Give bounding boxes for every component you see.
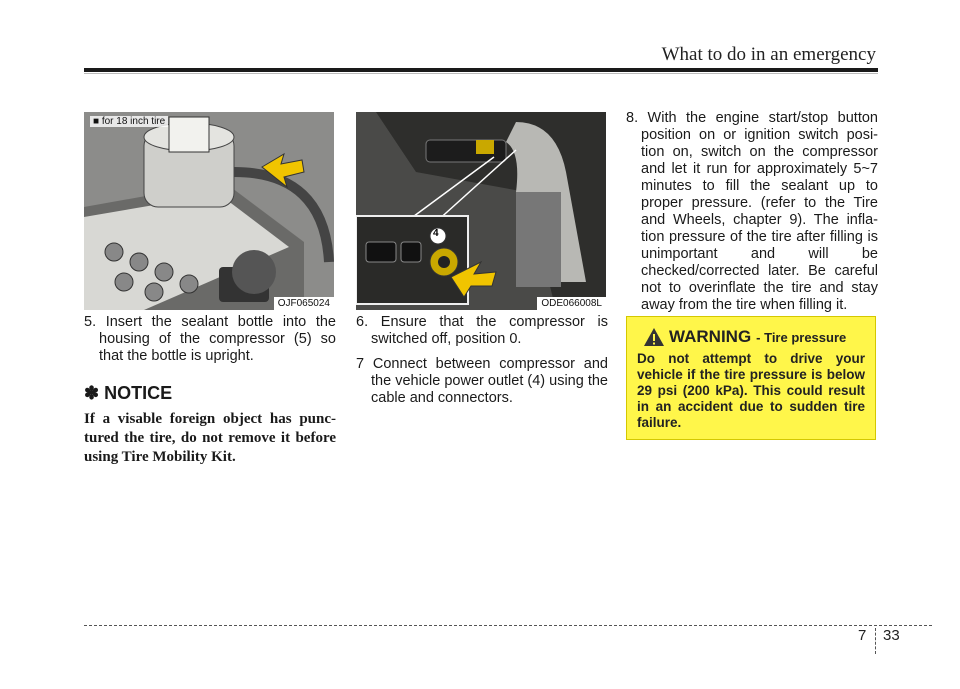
- notice-title: ✽ NOTICE: [84, 383, 173, 403]
- column-1: [84, 314, 336, 467]
- sealant-compressor-illustration: [84, 112, 334, 310]
- power-outlet-figure: [356, 112, 606, 310]
- figure-code: ODE066008L: [537, 297, 606, 310]
- warning-triangle-icon: [643, 327, 665, 347]
- warning-body: Do not attempt to drive your vehicle if the tire pressure is below 29 psi (200 kPa). This could result in an accident due to sudden tire failure.: [637, 351, 865, 430]
- chapter-number: 7: [858, 627, 867, 644]
- callout-number: 4: [433, 228, 439, 239]
- warning-box: [626, 316, 876, 440]
- notice-body: If a visable foreign object has punc-tured the tire, do not remove it before using Tire Mobility Kit.: [84, 411, 336, 465]
- header-rule: [84, 68, 878, 72]
- figure-code: OJF065024: [274, 297, 334, 310]
- footer-rule: [84, 625, 932, 626]
- page-header-title: What to do in an emergency: [661, 44, 876, 65]
- column-2: [356, 314, 608, 415]
- step-6: 6. Ensure that the compressor is switched off, position 0.: [356, 314, 608, 347]
- step-5: 5. Insert the sealant bottle into the housing of the compressor (5) so that the bottle is upright.: [84, 314, 336, 364]
- sealant-compressor-figure: [84, 112, 334, 310]
- warning-title: WARNING: [669, 327, 752, 346]
- warning-header: [637, 327, 865, 347]
- figure-caption-label: ■ for 18 inch tire: [90, 116, 168, 127]
- warning-subtitle: - Tire pressure: [756, 329, 847, 345]
- page-number-separator: [875, 628, 876, 654]
- column-3: [626, 110, 878, 322]
- page-number: 33: [883, 627, 900, 644]
- power-outlet-illustration: [356, 112, 606, 310]
- step-8: 8. With the engine start/stop button position on or ignition switch posi-tion on, switch on the compressor and let it run for approximately 5~7 minutes to fill the sealant up to proper pressure. (refer to the Tire and Wheels, chapter 9). The infla-tion pressure of the tire after filling is unimportant and will be checked/corrected later. Be careful not to overinflate the tire and stay away from the tire when filling it.: [626, 110, 878, 313]
- step-7: 7 Connect between compressor and the vehicle power outlet (4) using the cable and connectors.: [356, 356, 608, 406]
